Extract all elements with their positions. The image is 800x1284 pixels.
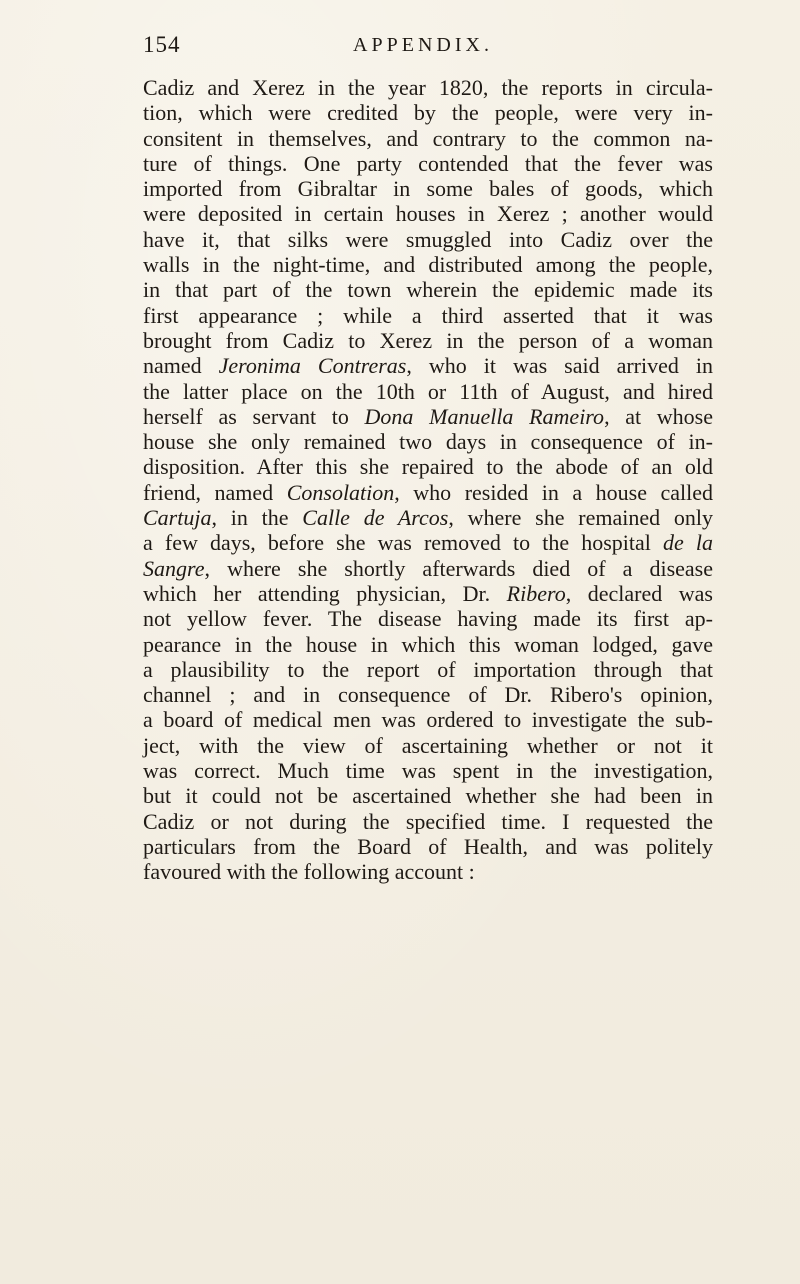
text-line <box>143 834 713 859</box>
text-line <box>143 379 713 404</box>
text-line <box>143 783 713 808</box>
text-segment: friend, named <box>143 479 287 505</box>
text-line <box>143 632 713 657</box>
text-segment: but it could not be ascertained whether she had been in <box>143 783 713 809</box>
text-segment: channel ; and in consequence of Dr. Ribero's opinion, <box>143 682 713 708</box>
text-segment: not yellow fever. The disease having made its first ap- <box>143 606 713 632</box>
text-line <box>143 429 713 454</box>
italic-name: Ribero <box>506 580 566 606</box>
text-line <box>143 682 713 707</box>
text-line <box>143 126 713 151</box>
text-segment: house she only remained two days in consequence of in- <box>143 429 713 455</box>
text-segment: ject, with the view of ascertaining whether or not it <box>143 732 713 758</box>
text-segment: a board of medical men was ordered to investigate the sub- <box>143 707 713 733</box>
text-line <box>143 505 713 530</box>
text-line <box>143 733 713 758</box>
text-line <box>143 353 713 378</box>
text-segment: , who it was said arrived in <box>406 353 713 379</box>
text-line <box>143 277 713 302</box>
text-line <box>143 176 713 201</box>
text-segment: which her attending physician, Dr. <box>143 580 507 606</box>
text-segment: herself as servant to <box>143 403 365 429</box>
text-segment: Cadiz or not during the specified time. I requested the <box>143 808 713 834</box>
page-number: 154 <box>143 32 181 57</box>
body-text <box>143 75 713 885</box>
italic-name: Cartuja <box>143 505 212 531</box>
text-line <box>143 859 713 884</box>
text-line <box>143 404 713 429</box>
italic-name: Consolation <box>286 479 395 505</box>
text-segment: , who resided in a house called <box>394 479 714 505</box>
text-line <box>143 581 713 606</box>
text-segment: ture of things. One party contended that the fever was <box>143 150 713 176</box>
italic-name: Jeronima Contreras <box>218 353 407 379</box>
text-segment: imported from Gibraltar in some bales of goods, which <box>143 176 713 202</box>
text-line <box>143 454 713 479</box>
text-segment: was correct. Much time was spent in the investigation, <box>143 758 713 784</box>
text-line <box>143 201 713 226</box>
text-segment: Cadiz and Xerez in the year 1820, the reports in circula- <box>143 75 713 100</box>
italic-name: Dona Manuella Rameiro <box>364 403 605 429</box>
text-segment: the latter place on the 10th or 11th of August, and hired <box>143 378 713 404</box>
text-line <box>143 100 713 125</box>
text-segment: consitent in themselves, and contrary to the common na- <box>143 125 713 151</box>
text-segment: , where she remained only <box>448 505 713 531</box>
text-line <box>143 809 713 834</box>
text-line <box>143 303 713 328</box>
text-segment: tion, which were credited by the people, were very in- <box>143 100 713 126</box>
text-segment: disposition. After this she repaired to the abode of an old <box>143 454 713 480</box>
text-segment: , in the <box>211 505 303 531</box>
text-line <box>143 758 713 783</box>
text-segment: were deposited in certain houses in Xerez ; another would <box>143 201 713 227</box>
text-line <box>143 556 713 581</box>
text-line <box>143 328 713 353</box>
text-segment: pearance in the house in which this woman lodged, gave <box>143 631 713 657</box>
text-line <box>143 707 713 732</box>
text-line <box>143 480 713 505</box>
text-segment: favoured with the following account : <box>143 859 475 885</box>
text-segment: first appearance ; while a third asserted that it was <box>143 302 713 328</box>
italic-name: Calle de Arcos <box>302 505 449 531</box>
text-line <box>143 151 713 176</box>
running-head: APPENDIX. <box>353 34 493 56</box>
text-line <box>143 657 713 682</box>
text-line <box>143 75 713 100</box>
text-segment: named <box>143 353 219 379</box>
text-line <box>143 252 713 277</box>
text-segment: , where she shortly afterwards died of a disease <box>204 555 713 581</box>
text-segment: particulars from the Board of Health, and was politely <box>143 833 713 859</box>
text-segment: , at whose <box>604 403 714 429</box>
text-segment: , declared was <box>565 580 713 606</box>
text-segment: have it, that silks were smuggled into Cadiz over the <box>143 226 713 252</box>
text-segment: brought from Cadiz to Xerez in the person of a woman <box>143 327 713 353</box>
text-segment: a few days, before she was removed to the hospital <box>143 530 663 556</box>
italic-name: Sangre <box>143 555 205 581</box>
text-line <box>143 606 713 631</box>
text-segment: a plausibility to the report of importation through that <box>143 656 713 682</box>
text-line <box>143 227 713 252</box>
italic-name: de la <box>663 530 713 556</box>
text-segment: in that part of the town wherein the epidemic made its <box>143 277 713 303</box>
text-segment: walls in the night-time, and distributed among the people, <box>143 252 713 278</box>
text-line <box>143 530 713 555</box>
page-header <box>143 32 703 62</box>
